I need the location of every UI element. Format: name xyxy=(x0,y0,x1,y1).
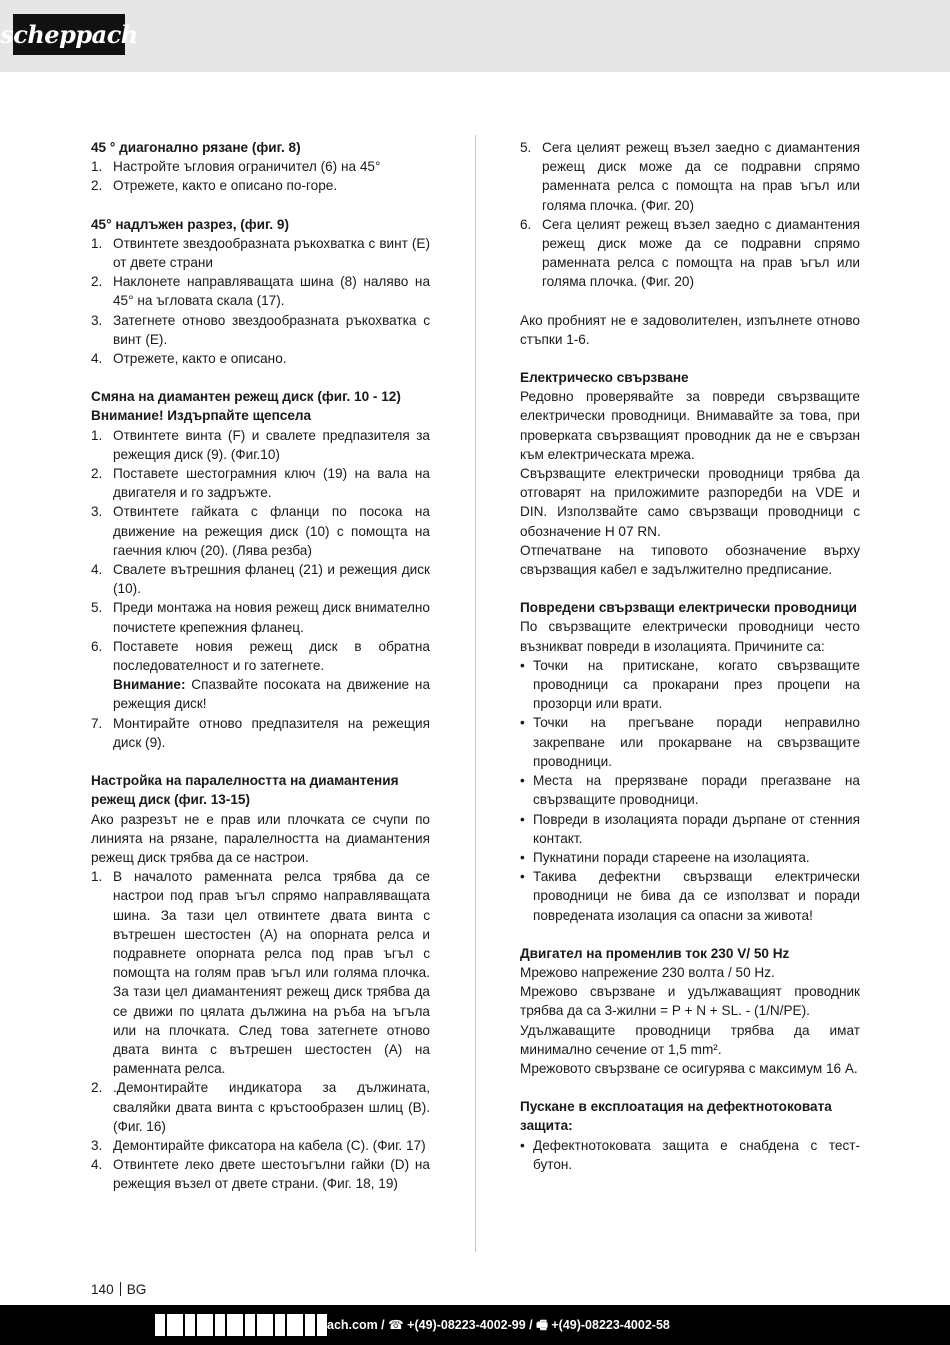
item-number: 1. xyxy=(91,235,103,251)
paragraph: Отпечатване на типовото обозначение върху свързващия кабел е задължително предписание. xyxy=(520,542,860,578)
item-number: 2. xyxy=(91,178,103,194)
item-number: 4. xyxy=(91,351,103,367)
paragraph: Ако пробният не е задоволителен, изпълнете отново стъпки 1-6. xyxy=(520,312,860,347)
item-text: Демонтирайте фиксатора на кабела (C). (Фиг. 17) xyxy=(113,1137,426,1153)
list-item xyxy=(520,215,860,292)
list-item xyxy=(91,272,430,310)
warning-unplug: Внимание! Издърпайте щепсела xyxy=(91,408,312,424)
item-text: Дефектнотоковата защита е снабдена с тест-бутон. xyxy=(533,1137,860,1172)
caution-label: Внимание: xyxy=(113,677,186,693)
item-text: Такива дефектни свързващи електрически проводници не бива да се използват и поради повредената изолация са опасни за живота! xyxy=(533,869,860,923)
item-text: Отвинтете леко двете шестоъгълни гайки (D) на режещия възел от двете страни. (Фиг. 18, 19) xyxy=(113,1157,430,1192)
section-title: Двигател на променлив ток 230 V/ 50 Hz xyxy=(520,945,790,961)
item-number: 3. xyxy=(91,504,103,520)
scheppach-logo: scheppach xyxy=(13,14,125,55)
item-text: Пукнатини поради стареене на изолацията. xyxy=(533,849,810,865)
item-text: Наклонете направляващата шина (8) наляво на 45° на ъгловата скала (17). xyxy=(113,274,430,309)
list-item xyxy=(91,867,430,1078)
list-item xyxy=(520,138,860,215)
list-item xyxy=(91,1078,430,1136)
page-footer xyxy=(91,1282,146,1298)
item-text: Монтирайте отново предпазителя на режещия диск (9). xyxy=(113,715,430,750)
section-title: Пускане в експлоатация на дефектнотоковата защита: xyxy=(520,1099,832,1134)
item-text: Сега целият режещ възел заедно с диамантения режещ диск може да се подравни спрямо раменната релса с помощта на прав ъгъл или голяма плочка. (Фиг. 20) xyxy=(542,140,860,213)
section-title: 45 ° диагонално рязане (фиг. 8) xyxy=(91,140,301,155)
section-alignment-steps xyxy=(520,138,860,292)
right-column xyxy=(520,138,860,1174)
list-item xyxy=(520,771,860,809)
item-text: Отрежете, както е описано по-горе. xyxy=(113,178,338,194)
bullet-icon: • xyxy=(520,773,525,789)
item-number: 3. xyxy=(91,312,103,328)
page-number: 140 xyxy=(91,1282,114,1297)
item-text: Затегнете отново звездообразната ръкохватка с винт (E). xyxy=(113,312,430,347)
item-text: Свалете вътрешния фланец (21) и режещия диск (10). xyxy=(113,562,430,597)
section-disc-replacement xyxy=(91,387,430,752)
item-number: 1. xyxy=(91,427,103,443)
item-text: Отвинтете винта (F) и свалете предпазителя за режещия диск (9). (Фиг.10) xyxy=(113,427,430,462)
item-number: 5. xyxy=(91,600,103,616)
item-text: Отвинтете гайката с фланци по посока на движение на режещия диск (10) с помощта на гаечния ключ (20). (Лява резба) xyxy=(113,504,430,558)
bullet-icon: • xyxy=(520,849,525,865)
bullet-icon: • xyxy=(520,1137,525,1153)
section-title: Електрическо свързване xyxy=(520,370,689,386)
bullet-icon: • xyxy=(520,869,525,885)
section-rcd-commissioning xyxy=(520,1097,860,1174)
list-item xyxy=(91,714,430,752)
item-text: Настройте ъгловия ограничител (6) на 45° xyxy=(113,159,381,175)
item-number: 1. xyxy=(91,869,103,885)
footer-separator xyxy=(120,1282,121,1296)
paragraph: Мрежово свързване и удължаващият проводник трябва да са 3-жилни = P + N + SL. - (1/N/PE). xyxy=(520,984,860,1019)
contact-line xyxy=(155,1314,835,1336)
paragraph: Удължаващите проводници трябва да имат минимално сечение от 1,5 mm². xyxy=(520,1022,860,1057)
list-item xyxy=(91,311,430,349)
list-item xyxy=(520,656,860,714)
section-ac-motor xyxy=(520,944,860,1078)
list-item xyxy=(520,713,860,771)
step-list xyxy=(91,234,430,368)
item-text: Повреди в изолацията поради дърпане от стенния контакт. xyxy=(533,811,860,846)
step-list xyxy=(91,157,430,195)
item-text: Точки на притискане, когато свързващите проводници са прокарани през процепи на прозорци или врати. xyxy=(533,657,860,712)
list-item xyxy=(91,637,430,714)
item-text: Поставете шестограмния ключ (19) на вала на двигателя и го задръжте. xyxy=(113,466,430,501)
paragraph: Мрежово напрежение 230 волта / 50 Hz. xyxy=(520,964,775,980)
paragraph: Мрежовото свързване се осигурява с максимум 16 A. xyxy=(520,1060,858,1076)
item-number: 2. xyxy=(91,466,103,482)
item-text: Поставете новия режещ диск в обратна последователност и го затегнете. xyxy=(113,638,430,674)
list-item xyxy=(520,867,860,925)
list-item xyxy=(91,176,430,195)
column-divider xyxy=(475,135,476,1252)
item-number: 7. xyxy=(91,715,103,731)
bullet-icon: • xyxy=(520,715,525,731)
list-item xyxy=(91,1155,430,1193)
list-item xyxy=(91,502,430,560)
item-text: Сега целият режещ възел заедно с диамантения режещ диск може да се подравни спрямо раменната релса с помощта на прав ъгъл или голяма плочка. (Фиг. 20) xyxy=(542,216,860,290)
bullet-list xyxy=(520,656,860,925)
step-list xyxy=(520,138,860,292)
item-text: Отвинтете звездообразната ръкохватка с винт (E) от двете страни xyxy=(113,235,430,271)
section-title: Смяна на диамантен режещ диск (фиг. 10 - 12) xyxy=(91,389,401,405)
list-item xyxy=(91,234,430,272)
bullet-list xyxy=(520,1136,860,1174)
list-item xyxy=(91,560,430,598)
item-text: Преди монтажа на новия режещ диск внимателно почистете крепежния фланец. xyxy=(113,600,430,635)
language-code: BG xyxy=(126,1282,147,1297)
item-text: Места на прерязване поради прегазване на свързващите проводници. xyxy=(533,773,860,808)
section-damaged-cables xyxy=(520,598,860,924)
list-item xyxy=(91,1136,430,1155)
section-title: Настройка на паралелността на диамантения режещ диск (фиг. 13-15) xyxy=(91,773,399,808)
left-column xyxy=(91,138,430,1194)
section-repeat-note xyxy=(520,311,860,349)
section-intro: По свързващите електрически проводници често възникват повреди в изолацията. Причините са: xyxy=(520,619,860,654)
section-parallel-adjustment xyxy=(91,771,430,1193)
obscured-text xyxy=(155,1314,327,1336)
paragraph: Редовно проверявайте за повреди свързващите електрически проводници. Внимавайте за това, при проверката свързващият проводник да не е свързан към електрическата мрежа. xyxy=(520,389,860,462)
contact-text: ach.com / ☎ +(49)-08223-4002-99 / 🖷 +(49)-08223-4002-58 xyxy=(327,1318,670,1332)
list-item xyxy=(520,1136,860,1174)
step-list xyxy=(91,867,430,1193)
bullet-icon: • xyxy=(520,657,525,673)
item-text: Отрежете, както е описано. xyxy=(113,351,287,367)
list-item xyxy=(91,464,430,502)
section-intro: Ако разрезът не е прав или плочката се счупи по линията на рязане, паралелността на диамантения режещ диск трябва да се настрои. xyxy=(91,811,430,865)
list-item xyxy=(520,810,860,848)
item-number: 1. xyxy=(91,159,103,175)
item-number: 3. xyxy=(91,1137,103,1153)
section-electrical-connection xyxy=(520,368,860,579)
step-list xyxy=(91,426,430,752)
list-item xyxy=(91,157,430,176)
list-item xyxy=(91,426,430,464)
item-number: 2. xyxy=(91,1080,103,1096)
item-number: 4. xyxy=(91,1157,103,1173)
item-number: 4. xyxy=(91,562,103,578)
item-number: 5. xyxy=(520,140,532,155)
list-item xyxy=(520,848,860,867)
item-number: 6. xyxy=(520,216,532,232)
item-text: .Демонтирайте индикатора за дължината, сваляйки двата винта с кръстообразен шлиц (B). (Фиг. 16) xyxy=(113,1080,430,1134)
section-title: Повредени свързващи електрически проводници xyxy=(520,600,858,616)
caution-text: Спазвайте посоката на движение на режещия диск! xyxy=(113,677,430,712)
caution-note xyxy=(113,675,430,713)
header-band xyxy=(0,0,950,72)
list-item xyxy=(91,598,430,636)
paragraph: Свързващите електрически проводници трябва да отговарят на приложимите разпоредби на VDE и DIN. Използвайте само свързващи проводници с обозначение H 07 RN. xyxy=(520,466,860,539)
section-45-longitudinal-cut xyxy=(91,215,430,369)
item-text: Точки на прегъване поради неправилно закрепване или прокарване на свързващите проводници. xyxy=(533,715,860,769)
item-text: В началото раменната релса трябва да се настрои под прав ъгъл спрямо направляващата шина. За тази цел отвинтете двата винта с вътрешен шестостен (A) на опорната релса и подравнете опорната релса под прав ъгъл с помощта на голям прав ъгъл или голяма плочка. За тази цел диамантеният режещ диск трябва да се движи по цялата дължина на ръба на ъгъла или на плочката. След това затегнете отново двата винта с вътрешен шестостен (A) на раменната релса. xyxy=(113,869,430,1077)
list-item xyxy=(91,349,430,368)
section-45-diagonal-cut xyxy=(91,138,430,196)
bullet-icon: • xyxy=(520,811,525,827)
section-title: 45° надлъжен разрез, (фиг. 9) xyxy=(91,216,289,232)
item-number: 2. xyxy=(91,274,103,290)
item-number: 6. xyxy=(91,638,103,654)
